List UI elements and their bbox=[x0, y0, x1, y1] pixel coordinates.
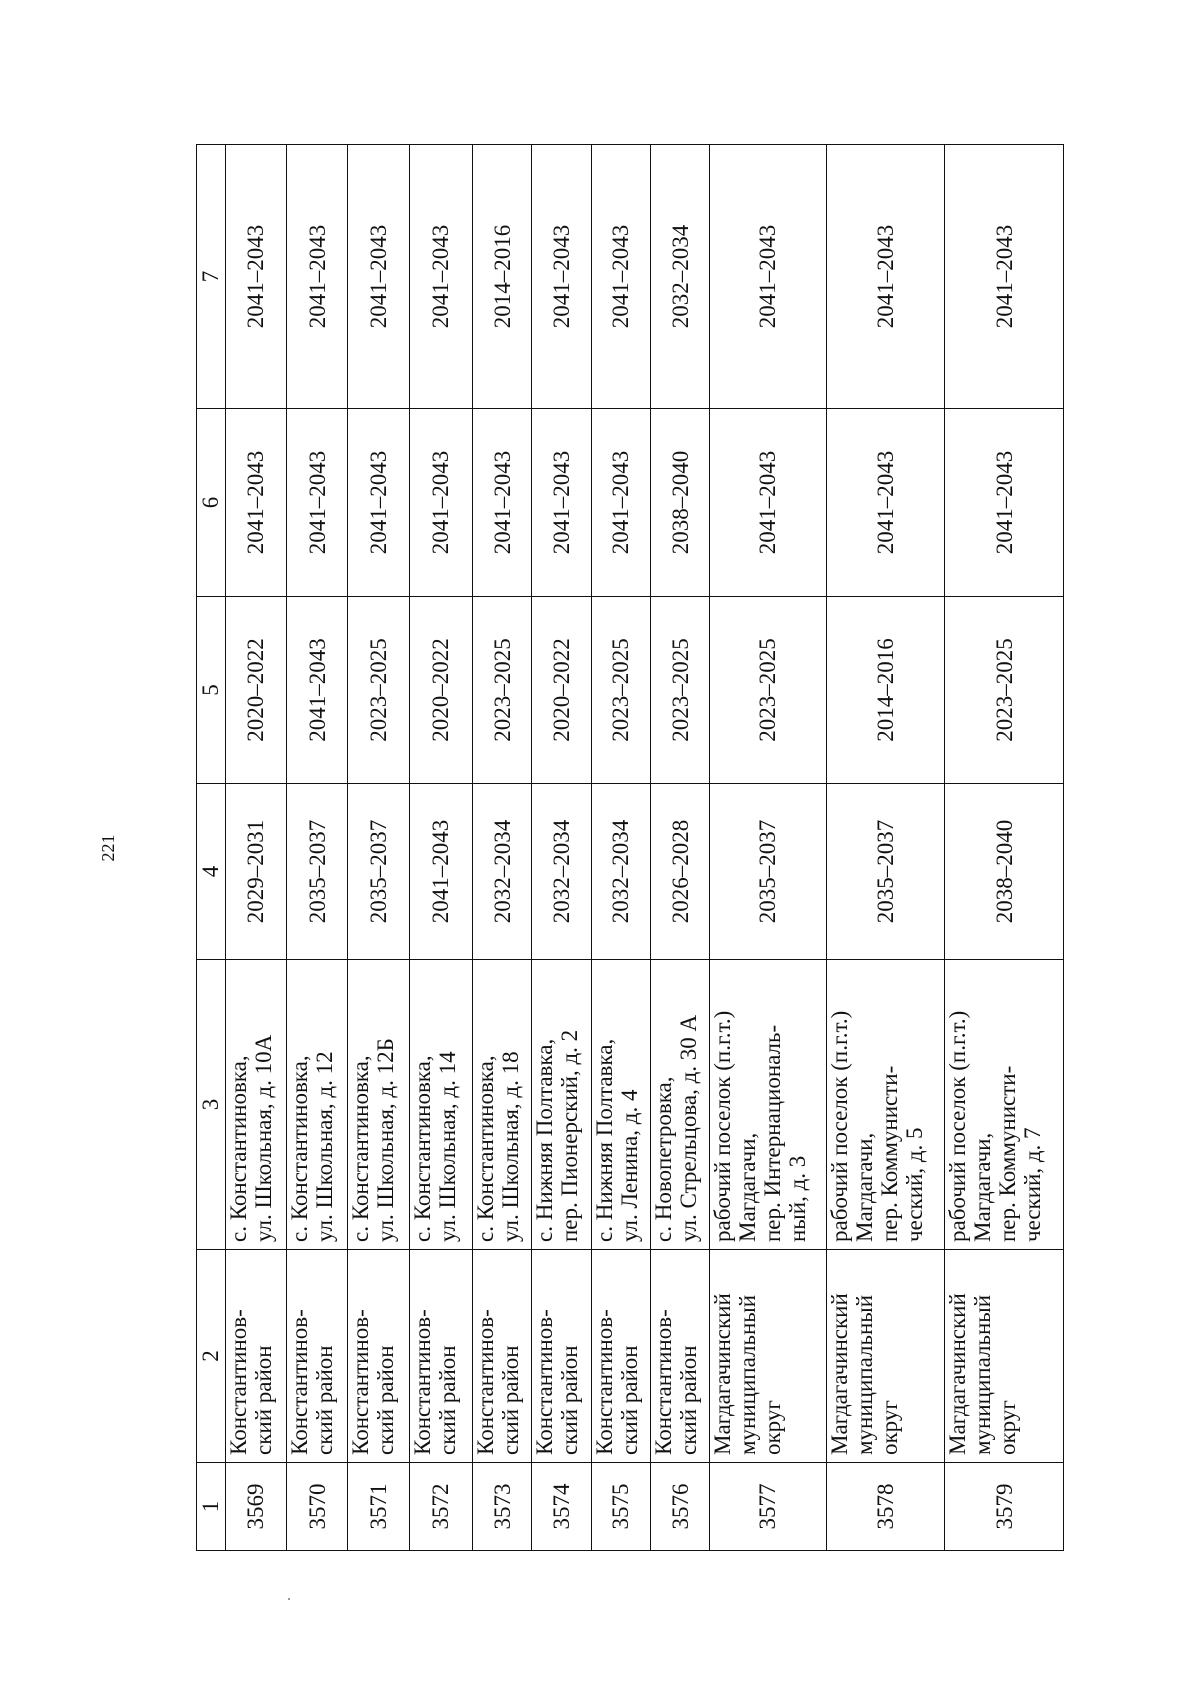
header-cell-4: 4 bbox=[197, 784, 226, 960]
period-col5-cell: 2023–2025 bbox=[348, 597, 409, 784]
row-number-cell: 3575 bbox=[591, 1463, 650, 1551]
district-cell bbox=[286, 1250, 347, 1463]
address-cell-line: ческий, д. 7 bbox=[1020, 1127, 1046, 1242]
rotated-table-container bbox=[196, 145, 1064, 1551]
address-cell-line: с. Константиновка, bbox=[473, 1055, 499, 1242]
district-cell bbox=[591, 1250, 650, 1463]
address-cell bbox=[473, 960, 532, 1250]
district-cell-line: округ bbox=[995, 1400, 1021, 1455]
address-cell-line: ный, д. 3 bbox=[785, 1155, 811, 1242]
period-col5-cell: 2023–2025 bbox=[945, 597, 1064, 784]
address-cell bbox=[945, 960, 1064, 1250]
district-cell bbox=[945, 1250, 1064, 1463]
district-cell-line: округ bbox=[876, 1400, 902, 1455]
period-col6-cell: 2041–2043 bbox=[473, 409, 532, 597]
period-col4-cell: 2032–2034 bbox=[473, 784, 532, 960]
table-row bbox=[650, 145, 709, 1551]
row-number-cell: 3576 bbox=[650, 1463, 709, 1551]
address-cell-line: с. Константиновка, bbox=[348, 1055, 374, 1242]
header-cell-1: 1 bbox=[197, 1463, 226, 1551]
period-col6-cell: 2041–2043 bbox=[945, 409, 1064, 597]
period-col6-cell: 2041–2043 bbox=[710, 409, 827, 597]
table-row bbox=[348, 145, 409, 1551]
period-col4-cell: 2029–2031 bbox=[225, 784, 286, 960]
table-row bbox=[473, 145, 532, 1551]
district-cell-line: Константинов- bbox=[348, 1309, 374, 1455]
address-cell-line: ул. Школьная, д. 18 bbox=[498, 1051, 524, 1242]
header-cell-6: 6 bbox=[197, 409, 226, 597]
period-col6-cell: 2041–2043 bbox=[591, 409, 650, 597]
address-cell-line: Магдагачи, bbox=[735, 1132, 761, 1242]
period-col5-cell: 2023–2025 bbox=[591, 597, 650, 784]
address-cell bbox=[409, 960, 472, 1250]
period-col7-cell: 2041–2043 bbox=[945, 145, 1064, 409]
address-cell bbox=[532, 960, 591, 1250]
address-cell-line: ул. Школьная, д. 12 bbox=[311, 1051, 337, 1242]
table-row bbox=[945, 145, 1064, 1551]
address-cell-line: с. Константиновка, bbox=[225, 1055, 251, 1242]
district-cell bbox=[710, 1250, 827, 1463]
period-col5-cell: 2023–2025 bbox=[473, 597, 532, 784]
district-cell bbox=[532, 1250, 591, 1463]
period-col5-cell: 2023–2025 bbox=[650, 597, 709, 784]
district-cell bbox=[473, 1250, 532, 1463]
row-number-cell: 3579 bbox=[945, 1463, 1064, 1551]
district-cell-line: ский район bbox=[557, 1345, 583, 1455]
period-col5-cell: 2041–2043 bbox=[286, 597, 347, 784]
address-cell-line: пер. Коммунисти- bbox=[876, 1065, 902, 1242]
address-cell-line: пер. Коммунисти- bbox=[995, 1065, 1021, 1242]
period-col5-cell: 2014–2016 bbox=[826, 597, 945, 784]
district-cell-line: Константинов- bbox=[473, 1309, 499, 1455]
district-cell-line: муниципальный bbox=[970, 1294, 996, 1455]
district-cell-line: Константинов- bbox=[532, 1309, 558, 1455]
address-cell bbox=[225, 960, 286, 1250]
address-cell bbox=[591, 960, 650, 1250]
scan-speck bbox=[288, 1598, 290, 1600]
address-cell-line: рабочий поселок (п.г.т.) bbox=[826, 1010, 852, 1242]
period-col4-cell: 2026–2028 bbox=[650, 784, 709, 960]
row-number-cell: 3570 bbox=[286, 1463, 347, 1551]
district-cell-line: Константинов- bbox=[650, 1309, 676, 1455]
row-number-cell: 3569 bbox=[225, 1463, 286, 1551]
period-col6-cell: 2041–2043 bbox=[286, 409, 347, 597]
address-cell bbox=[826, 960, 945, 1250]
district-cell-line: ский район bbox=[434, 1345, 460, 1455]
address-cell-line: рабочий поселок (п.г.т.) bbox=[710, 1010, 736, 1242]
period-col6-cell: 2041–2043 bbox=[348, 409, 409, 597]
row-number-cell: 3574 bbox=[532, 1463, 591, 1551]
table-row bbox=[710, 145, 827, 1551]
district-cell bbox=[826, 1250, 945, 1463]
district-cell bbox=[409, 1250, 472, 1463]
address-cell-line: ул. Школьная, д. 10А bbox=[250, 1034, 276, 1242]
address-cell-line: Магдагачи, bbox=[970, 1132, 996, 1242]
address-cell bbox=[286, 960, 347, 1250]
district-cell bbox=[225, 1250, 286, 1463]
period-col4-cell: 2032–2034 bbox=[591, 784, 650, 960]
district-cell-line: ский район bbox=[373, 1345, 399, 1455]
table-row bbox=[532, 145, 591, 1551]
period-col7-cell: 2041–2043 bbox=[710, 145, 827, 409]
district-cell bbox=[348, 1250, 409, 1463]
header-cell-2: 2 bbox=[197, 1250, 226, 1463]
header-cell-7: 7 bbox=[197, 145, 226, 409]
address-cell bbox=[650, 960, 709, 1250]
district-cell-line: ский район bbox=[675, 1345, 701, 1455]
period-col5-cell: 2020–2022 bbox=[225, 597, 286, 784]
district-cell-line: муниципальный bbox=[735, 1294, 761, 1455]
district-cell-line: Константинов- bbox=[591, 1309, 617, 1455]
district-cell-line: Константинов- bbox=[286, 1309, 312, 1455]
district-cell bbox=[650, 1250, 709, 1463]
period-col4-cell: 2035–2037 bbox=[286, 784, 347, 960]
district-cell-line: Магдагачинский bbox=[945, 1293, 971, 1455]
table-row bbox=[225, 145, 286, 1551]
district-cell-line: Магдагачинский bbox=[710, 1293, 736, 1455]
district-cell-line: округ bbox=[760, 1400, 786, 1455]
address-cell bbox=[348, 960, 409, 1250]
address-cell-line: ул. Школьная, д. 12Б bbox=[373, 1038, 399, 1242]
address-cell bbox=[710, 960, 827, 1250]
period-col5-cell: 2020–2022 bbox=[532, 597, 591, 784]
period-col7-cell: 2041–2043 bbox=[409, 145, 472, 409]
district-cell-line: ский район bbox=[616, 1345, 642, 1455]
period-col6-cell: 2041–2043 bbox=[532, 409, 591, 597]
address-cell-line: ул. Ленина, д. 4 bbox=[616, 1089, 642, 1242]
period-col5-cell: 2023–2025 bbox=[710, 597, 827, 784]
period-col4-cell: 2038–2040 bbox=[945, 784, 1064, 960]
address-cell-line: пер. Интернациональ- bbox=[760, 1024, 786, 1242]
table-header-row bbox=[197, 145, 226, 1551]
district-cell-line: ский район bbox=[311, 1345, 337, 1455]
page-number: 221 bbox=[98, 834, 118, 862]
period-col7-cell: 2041–2043 bbox=[826, 145, 945, 409]
period-col7-cell: 2014–2016 bbox=[473, 145, 532, 409]
district-cell-line: муниципальный bbox=[851, 1294, 877, 1455]
address-cell-line: с. Константиновка, bbox=[286, 1055, 312, 1242]
address-cell-line: ческий, д. 5 bbox=[901, 1127, 927, 1242]
period-col7-cell: 2041–2043 bbox=[532, 145, 591, 409]
address-cell-line: ул. Школьная, д. 14 bbox=[434, 1051, 460, 1242]
address-cell-line: пер. Пионерский, д. 2 bbox=[557, 1029, 583, 1242]
period-col4-cell: 2035–2037 bbox=[826, 784, 945, 960]
period-col4-cell: 2035–2037 bbox=[348, 784, 409, 960]
table-row bbox=[286, 145, 347, 1551]
period-col5-cell: 2020–2022 bbox=[409, 597, 472, 784]
period-col6-cell: 2041–2043 bbox=[826, 409, 945, 597]
district-cell-line: ский район bbox=[250, 1345, 276, 1455]
period-col7-cell: 2041–2043 bbox=[591, 145, 650, 409]
row-number-cell: 3571 bbox=[348, 1463, 409, 1551]
district-cell-line: Магдагачинский bbox=[826, 1293, 852, 1455]
address-cell-line: с. Нижняя Полтавка, bbox=[591, 1038, 617, 1242]
table-row bbox=[591, 145, 650, 1551]
address-cell-line: с. Константиновка, bbox=[409, 1055, 435, 1242]
period-col4-cell: 2041–2043 bbox=[409, 784, 472, 960]
period-col7-cell: 2041–2043 bbox=[225, 145, 286, 409]
period-col6-cell: 2041–2043 bbox=[409, 409, 472, 597]
district-cell-line: ский район bbox=[498, 1345, 524, 1455]
row-number-cell: 3577 bbox=[710, 1463, 827, 1551]
period-col6-cell: 2041–2043 bbox=[225, 409, 286, 597]
row-number-cell: 3573 bbox=[473, 1463, 532, 1551]
header-cell-5: 5 bbox=[197, 597, 226, 784]
period-col7-cell: 2032–2034 bbox=[650, 145, 709, 409]
housing-repair-schedule-table bbox=[196, 144, 1064, 1551]
district-cell-line: Константинов- bbox=[225, 1309, 251, 1455]
row-number-cell: 3578 bbox=[826, 1463, 945, 1551]
period-col4-cell: 2035–2037 bbox=[710, 784, 827, 960]
row-number-cell: 3572 bbox=[409, 1463, 472, 1551]
table-row bbox=[409, 145, 472, 1551]
district-cell-line: Константинов- bbox=[409, 1309, 435, 1455]
period-col4-cell: 2032–2034 bbox=[532, 784, 591, 960]
period-col7-cell: 2041–2043 bbox=[286, 145, 347, 409]
address-cell-line: ул. Стрельцова, д. 30 А bbox=[675, 1014, 701, 1242]
address-cell-line: с. Новопетровка, bbox=[650, 1076, 676, 1242]
address-cell-line: Магдагачи, bbox=[851, 1132, 877, 1242]
address-cell-line: рабочий поселок (п.г.т.) bbox=[945, 1010, 971, 1242]
header-cell-3: 3 bbox=[197, 960, 226, 1250]
table-row bbox=[826, 145, 945, 1551]
period-col7-cell: 2041–2043 bbox=[348, 145, 409, 409]
address-cell-line: с. Нижняя Полтавка, bbox=[532, 1038, 558, 1242]
period-col6-cell: 2038–2040 bbox=[650, 409, 709, 597]
